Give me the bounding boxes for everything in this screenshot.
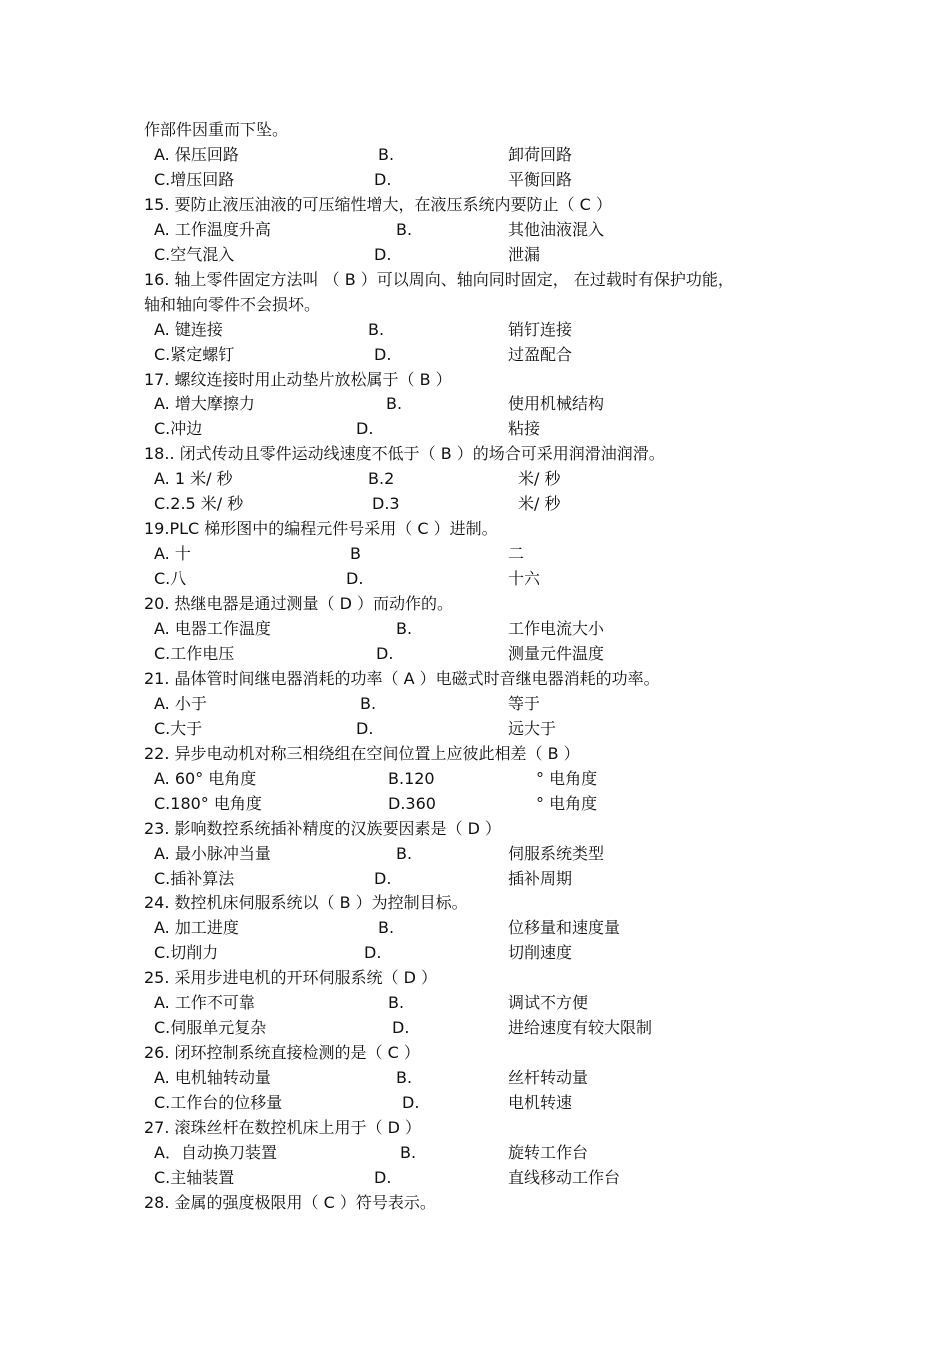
- option-a-c: C.伺服单元复杂: [154, 1018, 267, 1038]
- option-b-d: D.: [374, 344, 392, 364]
- option-a-c: C.主轴装置: [154, 1167, 235, 1187]
- option-row: [144, 318, 804, 342]
- option-a-c: C.切削力: [154, 943, 219, 963]
- option-b-d: D.: [364, 943, 382, 963]
- option-b-d: D.: [356, 419, 374, 439]
- option-row: [144, 243, 804, 267]
- option-b-d: B.120: [388, 768, 435, 788]
- option-a-c: A. 60° 电角度: [154, 768, 257, 788]
- option-answer-text: 过盈配合: [508, 344, 573, 364]
- option-b-d: B.: [360, 693, 377, 713]
- option-row: [144, 392, 804, 416]
- option-answer-text: 远大于: [508, 718, 557, 738]
- option-a-c: A. 1 米/ 秒: [154, 469, 233, 489]
- option-answer-text: 插补周期: [508, 868, 573, 888]
- question-text: 24. 数控机床伺服系统以（ B ）为控制目标。: [144, 893, 468, 913]
- option-b-d: D.: [374, 244, 392, 264]
- question-text: 轴和轴向零件不会损坏。: [144, 294, 321, 314]
- option-a-c: A. 工作温度升高: [154, 219, 271, 239]
- option-b-d: B.: [396, 843, 413, 863]
- option-row: [144, 218, 804, 242]
- option-a-c: A. 电器工作温度: [154, 619, 271, 638]
- option-row: [144, 343, 804, 367]
- option-answer-text: 使用机械结构: [508, 394, 605, 414]
- option-answer-text: ° 电角度: [536, 793, 598, 813]
- option-a-c: C.2.5 米/ 秒: [154, 494, 244, 514]
- option-a-c: C.空气混入: [154, 244, 235, 264]
- option-answer-text: 位移量和速度量: [508, 918, 621, 938]
- option-row: [144, 692, 804, 716]
- option-a-c: A. 加工进度: [154, 918, 239, 938]
- option-a-c: C.八: [154, 569, 187, 589]
- option-a-c: C.工作电压: [154, 643, 235, 663]
- option-a-c: C.工作台的位移量: [154, 1093, 283, 1113]
- option-b-d: B.: [396, 1068, 413, 1088]
- option-b-d: B: [350, 544, 361, 564]
- option-b-d: B.2: [368, 469, 395, 489]
- option-answer-text: 销钉连接: [508, 319, 573, 339]
- option-row: [144, 492, 804, 516]
- option-a-c: A. 电机轴转动量: [154, 1068, 271, 1088]
- option-row: [144, 642, 804, 666]
- option-a-c: A．自动换刀装置: [154, 1142, 277, 1162]
- option-answer-text: 等于: [508, 693, 541, 713]
- option-answer-text: 其他油液混入: [508, 219, 605, 239]
- option-b-d: D.: [374, 868, 392, 888]
- option-a-c: A. 键连接: [154, 319, 223, 339]
- option-answer-text: 泄漏: [508, 244, 541, 264]
- option-row: [144, 717, 804, 741]
- option-b-d: D.: [392, 1018, 410, 1038]
- option-b-d: D.: [376, 643, 394, 663]
- question-text: 27. 滚珠丝杆在数控机床上用于（ D ）: [144, 1118, 422, 1137]
- option-answer-text: 米/ 秒: [518, 469, 561, 489]
- option-a-c: C.紧定螺钉: [154, 344, 235, 364]
- option-a-c: A. 工作不可靠: [154, 993, 255, 1013]
- option-answer-text: 二: [508, 544, 525, 564]
- option-row: [144, 867, 804, 891]
- option-a-c: A. 最小脉冲当量: [154, 843, 271, 863]
- question-text: 28. 金属的强度极限用（ C ）符号表示。: [144, 1192, 436, 1212]
- option-row: [144, 842, 804, 866]
- question-text: 17. 螺纹连接时用止动垫片放松属于（ B ）: [144, 369, 452, 389]
- option-row: [144, 1066, 804, 1090]
- question-text: 25. 采用步进电机的开环伺服系统（ D ）: [144, 968, 438, 988]
- option-answer-text: 调试不方便: [508, 993, 589, 1013]
- option-b-d: D.: [374, 1167, 392, 1187]
- option-b-d: B.: [386, 394, 403, 414]
- option-row: [144, 1016, 804, 1040]
- option-answer-text: 进给速度有较大限制: [508, 1018, 653, 1038]
- question-text: 22. 异步电动机对称三相绕组在空间位置上应彼此相差（ B ）: [144, 743, 580, 763]
- question-text: 18.. 闭式传动且零件运动线速度不低于（ B ）的场合可采用润滑油润滑。: [144, 444, 665, 464]
- option-answer-text: 卸荷回路: [508, 144, 573, 164]
- question-text: 15. 要防止液压油液的可压缩性增大，在液压系统内要防止（ C ）: [144, 194, 612, 214]
- option-answer-text: 伺服系统类型: [508, 843, 605, 863]
- option-answer-text: 粘接: [508, 419, 541, 439]
- question-text: 16. 轴上零件固定方法叫 （ B ）可以周向、轴向同时固定， 在过载时有保护功能，: [144, 269, 734, 289]
- option-b-d: B.: [396, 619, 413, 638]
- option-row: [144, 1166, 804, 1190]
- option-b-d: D.: [402, 1093, 420, 1113]
- option-row: [144, 792, 804, 816]
- option-row: [144, 417, 804, 441]
- question-text: 作部件因重而下坠。: [144, 120, 289, 139]
- option-b-d: B.: [368, 319, 385, 339]
- option-row: [144, 916, 804, 940]
- option-answer-text: 旋转工作台: [508, 1142, 589, 1162]
- option-answer-text: ° 电角度: [536, 768, 598, 788]
- option-a-c: A. 保压回路: [154, 144, 239, 164]
- question-text: 21. 晶体管时间继电器消耗的功率（ A ）电磁式时音继电器消耗的功率。: [144, 668, 660, 688]
- option-a-c: C.增压回路: [154, 169, 235, 189]
- option-b-d: B.: [396, 219, 413, 239]
- option-a-c: A. 十: [154, 544, 191, 564]
- option-row: [144, 1091, 804, 1115]
- option-answer-text: 工作电流大小: [508, 619, 605, 638]
- option-b-d: D.3: [372, 494, 400, 514]
- option-row: [144, 542, 804, 566]
- option-row: [144, 1141, 804, 1165]
- option-a-c: C.冲边: [154, 419, 203, 439]
- option-answer-text: 直线移动工作台: [508, 1167, 621, 1187]
- option-b-d: B.: [400, 1142, 417, 1162]
- option-b-d: B.: [388, 993, 405, 1013]
- option-a-c: C.插补算法: [154, 868, 235, 888]
- option-a-c: C.180° 电角度: [154, 793, 262, 813]
- option-answer-text: 电机转速: [508, 1093, 573, 1113]
- option-b-d: D.360: [388, 793, 436, 813]
- option-b-d: D.: [356, 718, 374, 738]
- question-text: 26. 闭环控制系统直接检测的是（ C ）: [144, 1043, 420, 1063]
- option-answer-text: 米/ 秒: [518, 494, 561, 514]
- question-text: 23. 影响数控系统插补精度的汉族要因素是（ D ）: [144, 818, 502, 838]
- option-b-d: D.: [374, 169, 392, 189]
- option-b-d: B.: [378, 918, 395, 938]
- option-row: [144, 143, 804, 167]
- option-answer-text: 切削速度: [508, 943, 573, 963]
- option-answer-text: 平衡回路: [508, 169, 573, 189]
- option-row: [144, 617, 804, 641]
- option-b-d: D.: [346, 569, 364, 589]
- option-answer-text: 丝杆转动量: [508, 1068, 589, 1088]
- option-b-d: B.: [378, 144, 395, 164]
- option-row: [144, 168, 804, 192]
- option-row: [144, 991, 804, 1015]
- option-row: [144, 467, 804, 491]
- option-a-c: A. 小于: [154, 693, 207, 713]
- question-text: 20. 热继电器是通过测量（ D ）而动作的。: [144, 594, 454, 614]
- option-answer-text: 测量元件温度: [508, 643, 605, 663]
- question-text: 19.PLC 梯形图中的编程元件号采用（ C ）进制。: [144, 519, 498, 539]
- option-row: [144, 767, 804, 791]
- option-answer-text: 十六: [508, 569, 541, 589]
- option-row: [144, 567, 804, 591]
- option-row: [144, 941, 804, 965]
- option-a-c: A. 增大摩擦力: [154, 394, 255, 414]
- option-a-c: C.大于: [154, 718, 203, 738]
